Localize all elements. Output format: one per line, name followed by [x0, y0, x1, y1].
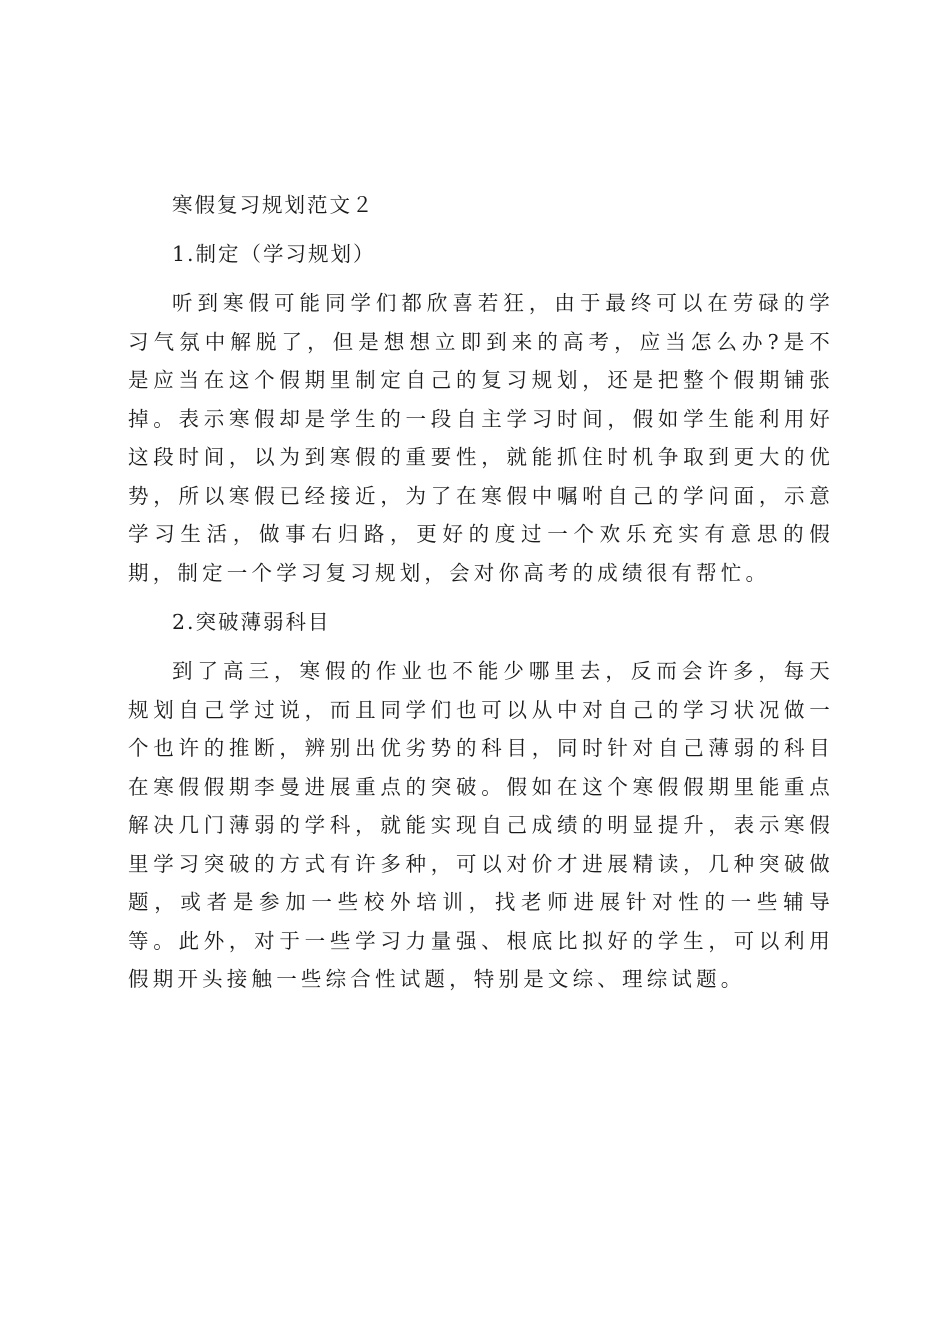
section-heading-2: 2.突破薄弱科目 — [172, 610, 331, 634]
document-body — [128, 186, 834, 1010]
section-paragraph-1: 听到寒假可能同学们都欣喜若狂，由于最终可以在劳碌的学习气氛中解脱了，但是想想立即到来的高考，应当怎么办?是不是应当在这个假期里制定自己的复习规划，还是把整个假期铺张掉。表示寒假却是学生的一段自主学习时间，假如学生能利用好这段时间，以为到寒假的重要性，就能抓住时机争取到更大的优势，所以寒假已经接近，为了在寒假中嘱咐自己的学问面，示意学习生活，做事右归路，更好的度过一个欢乐充实有意思的假期，制定一个学习复习规划，会对你高考的成绩很有帮忙。 — [128, 291, 834, 585]
section-paragraph-2: 到了高三，寒假的作业也不能少哪里去，反而会许多，每天规划自己学过说，而且同学们也可以从中对自己的学习状况做一个也许的推断，辨别出优劣势的科目，同时针对自己薄弱的科目在寒假假期李曼进展重点的突破。假如在这个寒假假期里能重点解决几门薄弱的学科，就能实现自己成绩的明显提升，表示寒假里学习突破的方式有许多种，可以对价才进展精读，几种突破做题，或者是参加一些校外培训，找老师进展针对性的一些辅导等。此外，对于一些学习力量强、根底比拟好的学生，可以利用假期开头接触一些综合性试题，特别是文综、理综试题。 — [128, 659, 834, 991]
document-title: 寒假复习规划范文２ — [172, 193, 375, 217]
section-heading-1: 1.制定（学习规划） — [172, 242, 376, 266]
